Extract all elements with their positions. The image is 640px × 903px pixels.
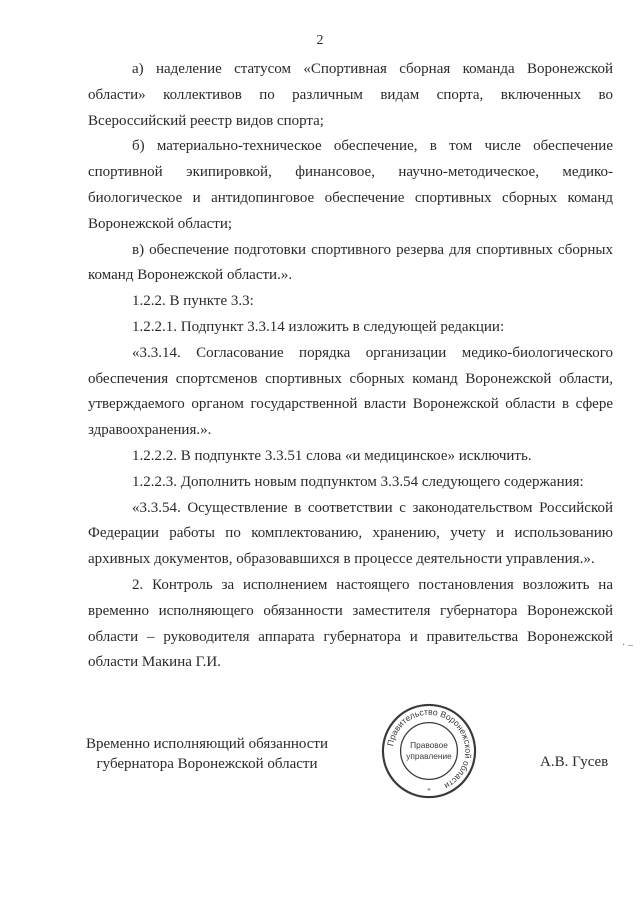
paragraph-b: б) материально-техническое обеспечение, в том числе обеспечение спортивной экипировкой, финансовое, научно-методическое, медико-биологическое и антидопинговое обеспечение спортивных сборных команд Воронежской области;: [88, 138, 613, 232]
seal-center-line-2: управление: [406, 750, 452, 761]
paragraph-control: 2. Контроль за исполнением настоящего постановления возложить на временно исполняющего обязанности заместителя губернатора Воронежской области – руководителя аппарата губернатора и правительства Воронежской области Макина Г.И.: [88, 576, 613, 671]
signature-position: [82, 734, 332, 774]
official-seal: [380, 702, 478, 800]
seal-center-line-1: Правовое: [410, 740, 448, 751]
page-number: 2: [316, 33, 324, 48]
paragraph-3-3-54: «3.3.54. Осуществление в соответствии с законодательством Российской Федерации работы по комплектованию, хранению, учету и использованию архивных документов, образовавшихся в процессе деятельности управления.».: [88, 499, 613, 568]
seal-star-icon: *: [427, 788, 431, 796]
paragraph-c: в) обеспечение подготовки спортивного резерва для спортивных сборных команд Воронежской области.».: [88, 241, 613, 284]
margin-mark: · –: [622, 640, 633, 651]
paragraph-3-3-14: «3.3.14. Согласование порядка организации медико-биологического обеспечения спортсменов спортивных сборных команд Воронежской области, утверждаемого органом государственной власти Воронежской области в сфере здравоохранения.».: [88, 344, 613, 439]
document-body: [88, 57, 613, 676]
paragraph-1-2-2-3: 1.2.2.3. Дополнить новым подпунктом 3.3.54 следующего содержания:: [132, 473, 584, 490]
signer-name: А.В. Гусев: [540, 754, 609, 770]
paragraph-1-2-2-2: 1.2.2.2. В подпункте 3.3.51 слова «и медицинское» исключить.: [132, 447, 532, 464]
paragraph-a: а) наделение статусом «Спортивная сборная команда Воронежской области» коллективов по различным видам спорта, включенных во Всероссийский реестр видов спорта;: [88, 61, 613, 129]
signature-position-line-1: Временно исполняющий обязанности: [85, 736, 328, 752]
paragraph-1-2-2-1: 1.2.2.1. Подпункт 3.3.14 изложить в следующей редакции:: [132, 318, 505, 335]
signature-position-line-2: губернатора Воронежской области: [96, 756, 318, 772]
seal-ring-text: Правительство Воронежской области: [385, 706, 474, 792]
paragraph-1-2-2: 1.2.2. В пункте 3.3:: [132, 293, 254, 310]
